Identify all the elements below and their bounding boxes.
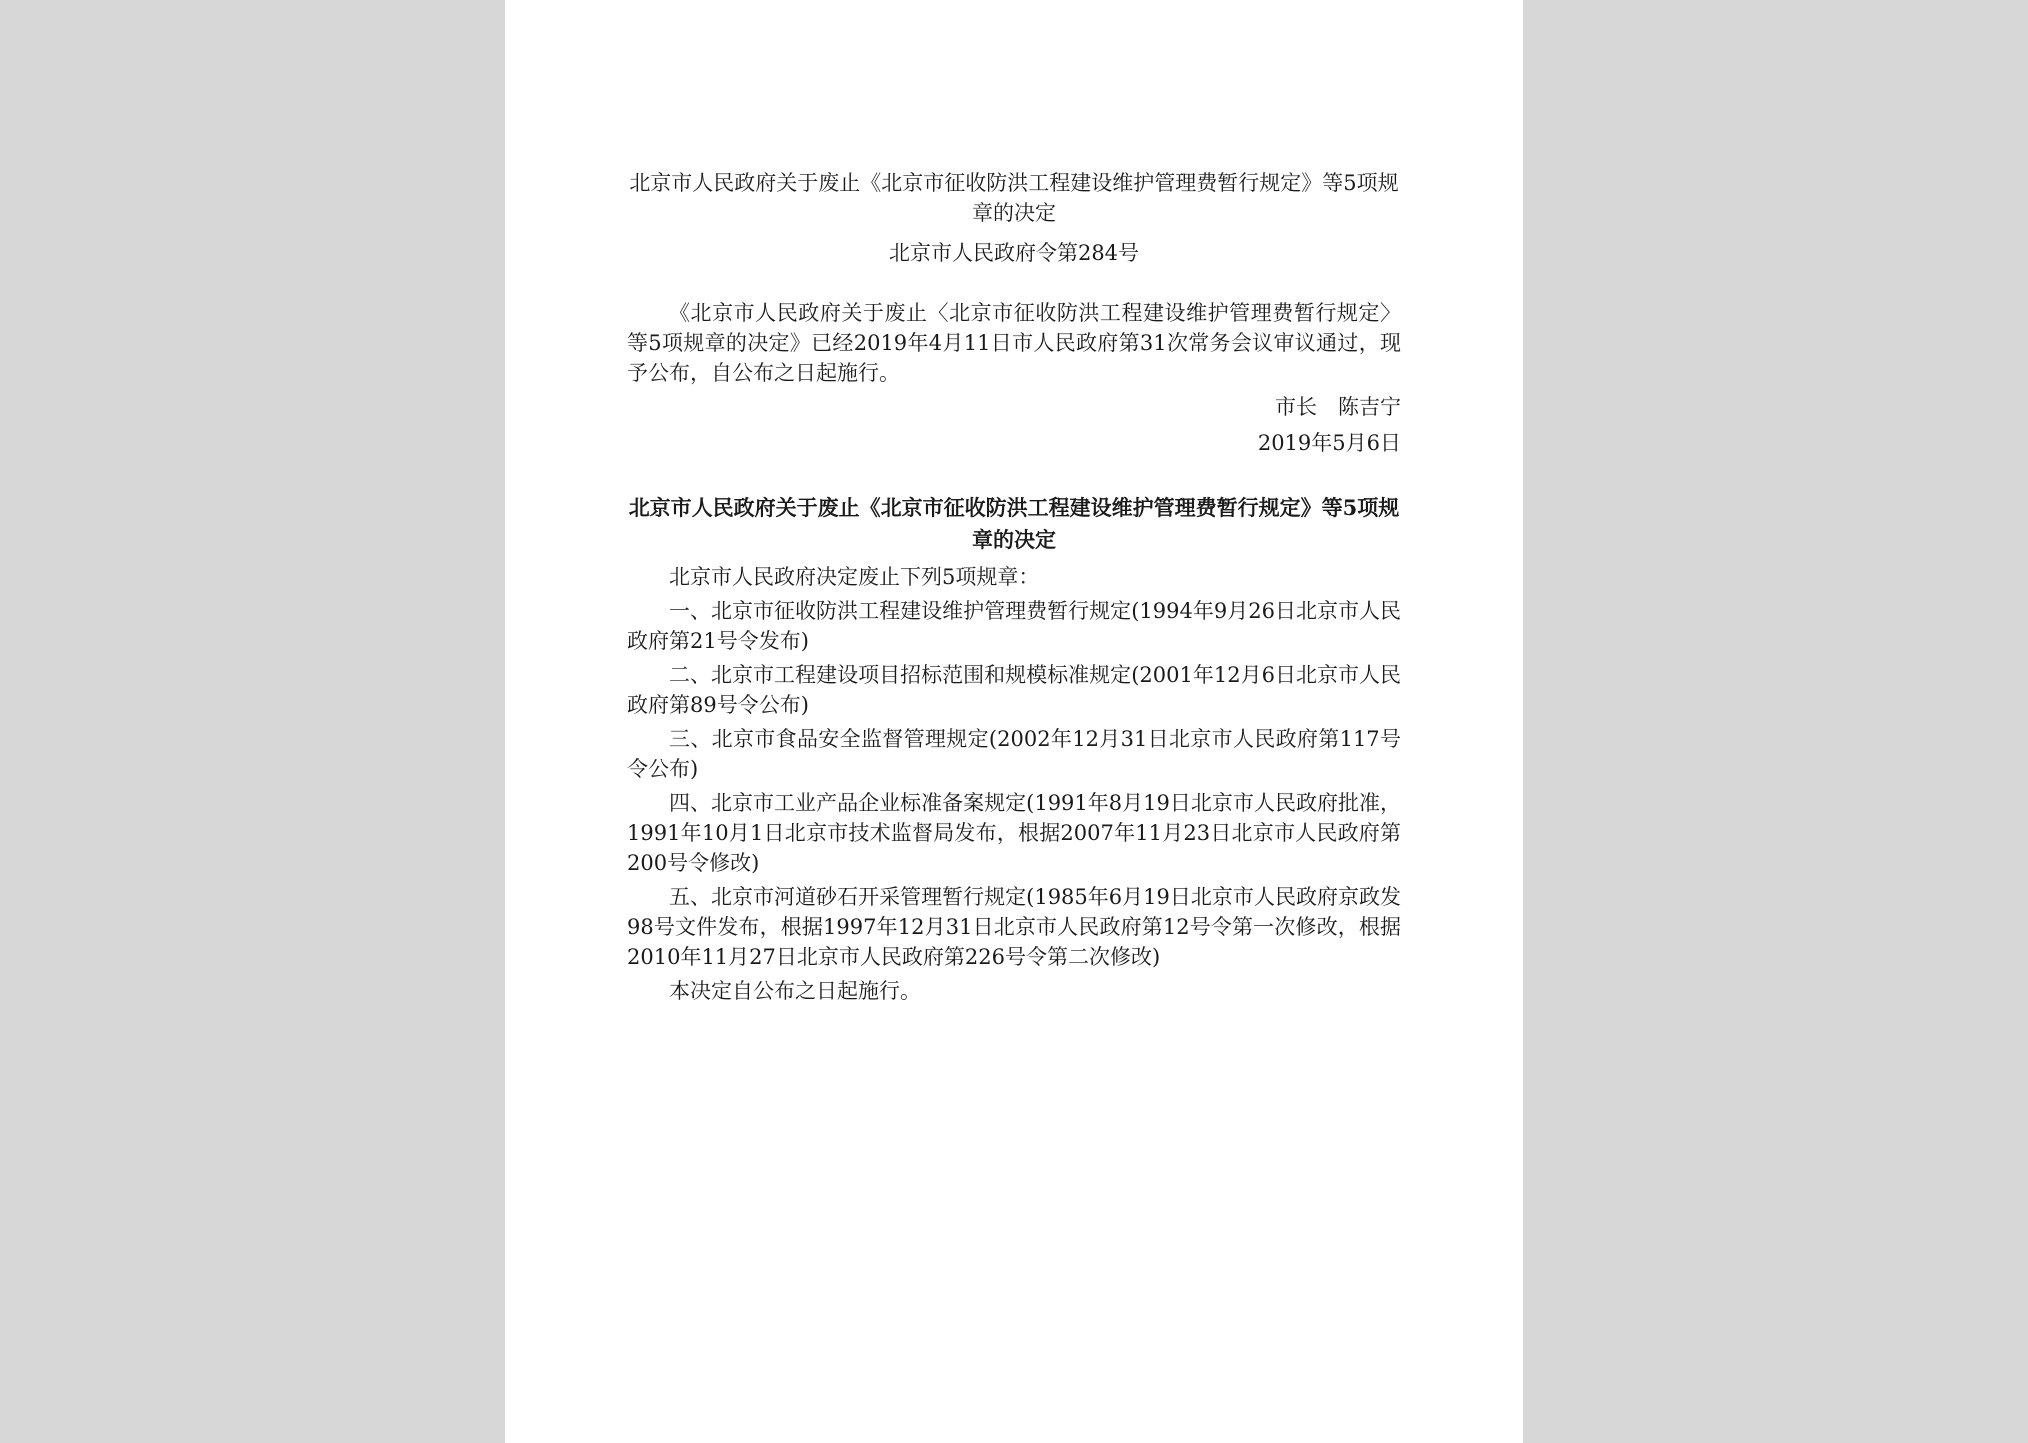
closing-paragraph: 本决定自公布之日起施行。 bbox=[669, 979, 921, 1003]
list-item: 二、北京市工程建设项目招标范围和规模标准规定(2001年12月6日北京市人民政府第89号令公布) bbox=[627, 663, 1401, 717]
signatory: 市长 陈吉宁 bbox=[1275, 395, 1401, 419]
list-item: 五、北京市河道砂石开采管理暂行规定(1985年6月19日北京市人民政府京政发98号文件发布，根据1997年12月31日北京市人民政府第12号令第一次修改，根据2010年11月27日北京市人民政府第226号令第二次修改) bbox=[627, 885, 1401, 969]
sign-date: 2019年5月6日 bbox=[1257, 431, 1401, 455]
document-page bbox=[505, 0, 1523, 1443]
order-number: 北京市人民政府令第284号 bbox=[888, 241, 1140, 265]
decision-intro: 北京市人民政府决定废止下列5项规章： bbox=[669, 565, 1040, 589]
decision-title: 北京市人民政府关于废止《北京市征收防洪工程建设维护管理费暂行规定》等5项规章的决定 bbox=[628, 495, 1400, 552]
list-item: 四、北京市工业产品企业标准备案规定(1991年8月19日北京市人民政府批准，1991年10月1日北京市技术监督局发布，根据2007年11月23日北京市人民政府第200号令修改) bbox=[627, 791, 1401, 875]
preamble-paragraph: 《北京市人民政府关于废止〈北京市征收防洪工程建设维护管理费暂行规定〉等5项规章的决定》已经2019年4月11日市人民政府第31次常务会议审议通过，现予公布，自公布之日起施行。 bbox=[627, 301, 1401, 385]
list-item: 一、北京市征收防洪工程建设维护管理费暂行规定(1994年9月26日北京市人民政府第21号令发布) bbox=[627, 599, 1401, 653]
list-item: 三、北京市食品安全监督管理规定(2002年12月31日北京市人民政府第117号令公布) bbox=[627, 727, 1401, 781]
page-content bbox=[627, 168, 1401, 1006]
document-title: 北京市人民政府关于废止《北京市征收防洪工程建设维护管理费暂行规定》等5项规章的决定 bbox=[629, 171, 1399, 225]
